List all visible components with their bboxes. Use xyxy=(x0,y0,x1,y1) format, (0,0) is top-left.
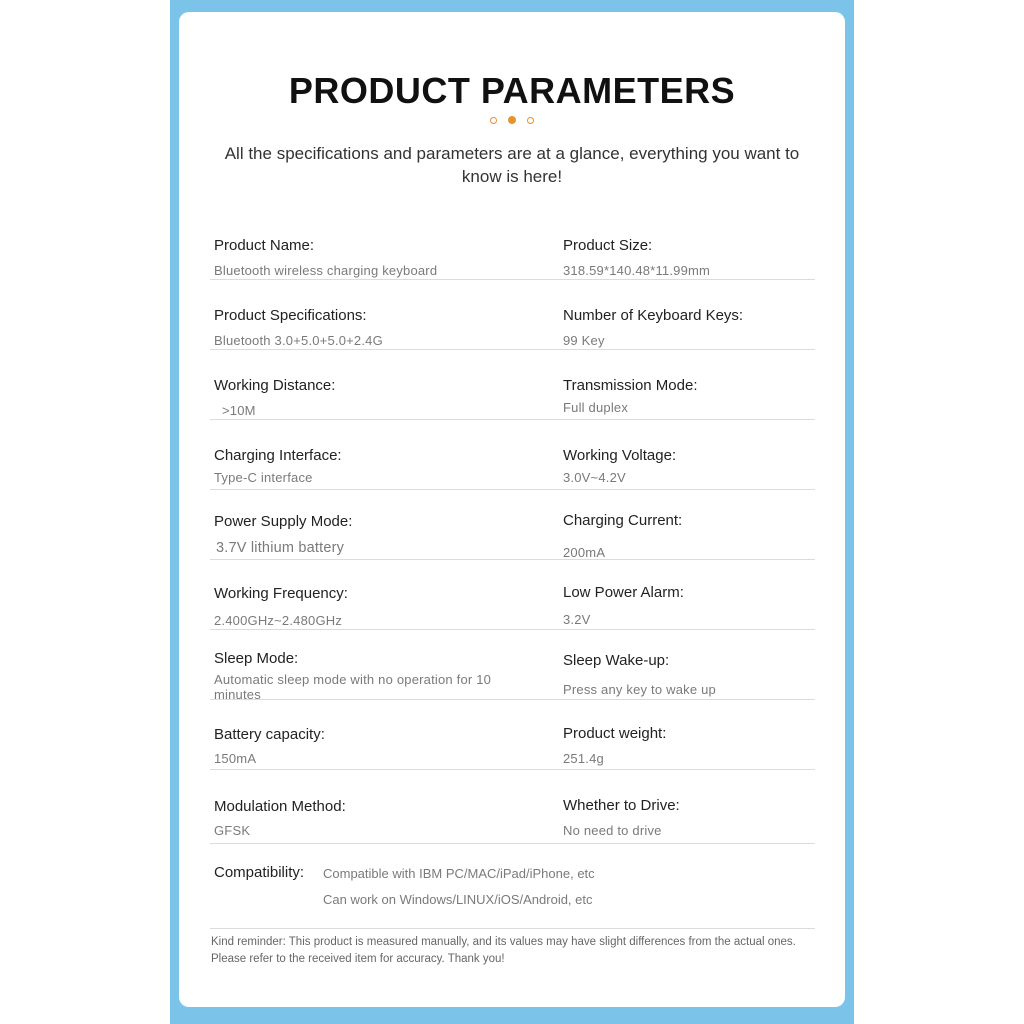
param-value: Full duplex xyxy=(563,400,629,415)
param-label: Product weight: xyxy=(563,725,667,742)
param-row xyxy=(210,560,815,630)
param-row xyxy=(210,210,815,280)
param-value: 2.400GHz~2.480GHz xyxy=(214,613,343,628)
param-value: 3.2V xyxy=(563,612,591,627)
param-label: Battery capacity: xyxy=(214,726,325,743)
param-label: Whether to Drive: xyxy=(563,797,680,814)
dot-filled-icon xyxy=(508,116,516,124)
param-value: Automatic sleep mode with no operation for 10 minutes xyxy=(214,672,492,702)
param-row xyxy=(210,630,815,700)
param-value: GFSK xyxy=(214,823,251,838)
param-value: 150mA xyxy=(214,751,257,766)
param-label: Modulation Method: xyxy=(214,798,346,815)
params-table xyxy=(210,210,815,929)
compatibility-value: Can work on Windows/LINUX/iOS/Android, etc xyxy=(323,892,593,907)
page-title: PRODUCT PARAMETERS xyxy=(288,70,736,111)
param-row xyxy=(210,420,815,490)
param-value: Bluetooth 3.0+5.0+5.0+2.4G xyxy=(214,333,383,348)
param-value: 200mA xyxy=(563,545,606,560)
kind-reminder: Kind reminder: This product is measured manually, and its values may have slight differences from the actual ones. Please refer to the received item for accuracy. Thank you! xyxy=(211,936,796,965)
param-label: Charging Current: xyxy=(563,512,683,529)
compatibility-row xyxy=(210,844,815,929)
param-value: 3.7V lithium battery xyxy=(216,540,345,556)
param-label: Working Voltage: xyxy=(563,447,677,464)
param-value: Bluetooth wireless charging keyboard xyxy=(214,263,438,278)
param-label: Sleep Wake-up: xyxy=(563,652,670,669)
param-label: Working Frequency: xyxy=(214,585,348,602)
param-row xyxy=(210,700,815,770)
param-value: No need to drive xyxy=(563,823,662,838)
param-value: 318.59*140.48*11.99mm xyxy=(563,263,711,278)
param-value: 3.0V~4.2V xyxy=(563,470,626,485)
param-value: 99 Key xyxy=(563,333,605,348)
parameters-card xyxy=(179,12,845,1007)
param-value: >10M xyxy=(222,403,256,418)
param-label: Product Name: xyxy=(214,237,315,254)
param-label: Number of Keyboard Keys: xyxy=(563,307,744,324)
page-subtitle: All the specifications and parameters are at a glance, everything you want to know is here! xyxy=(224,144,800,186)
param-label: Product Specifications: xyxy=(214,307,367,324)
param-label: Sleep Mode: xyxy=(214,650,299,667)
param-row xyxy=(210,350,815,420)
param-label: Transmission Mode: xyxy=(563,377,698,394)
compatibility-label: Compatibility: xyxy=(214,864,305,881)
param-label: Product Size: xyxy=(563,237,653,254)
param-value: 251.4g xyxy=(563,751,604,766)
dot-icon xyxy=(527,117,534,124)
param-value: Type-C interface xyxy=(214,470,313,485)
param-row xyxy=(210,280,815,350)
param-label: Power Supply Mode: xyxy=(214,513,353,530)
decorative-dots xyxy=(490,115,534,125)
param-row xyxy=(210,490,815,560)
param-row xyxy=(210,770,815,844)
param-label: Low Power Alarm: xyxy=(563,584,684,601)
dot-icon xyxy=(490,117,497,124)
compatibility-value: Compatible with IBM PC/MAC/iPad/iPhone, etc xyxy=(323,866,595,881)
param-label: Working Distance: xyxy=(214,377,336,394)
param-label: Charging Interface: xyxy=(214,447,342,464)
param-value: Press any key to wake up xyxy=(563,682,716,697)
